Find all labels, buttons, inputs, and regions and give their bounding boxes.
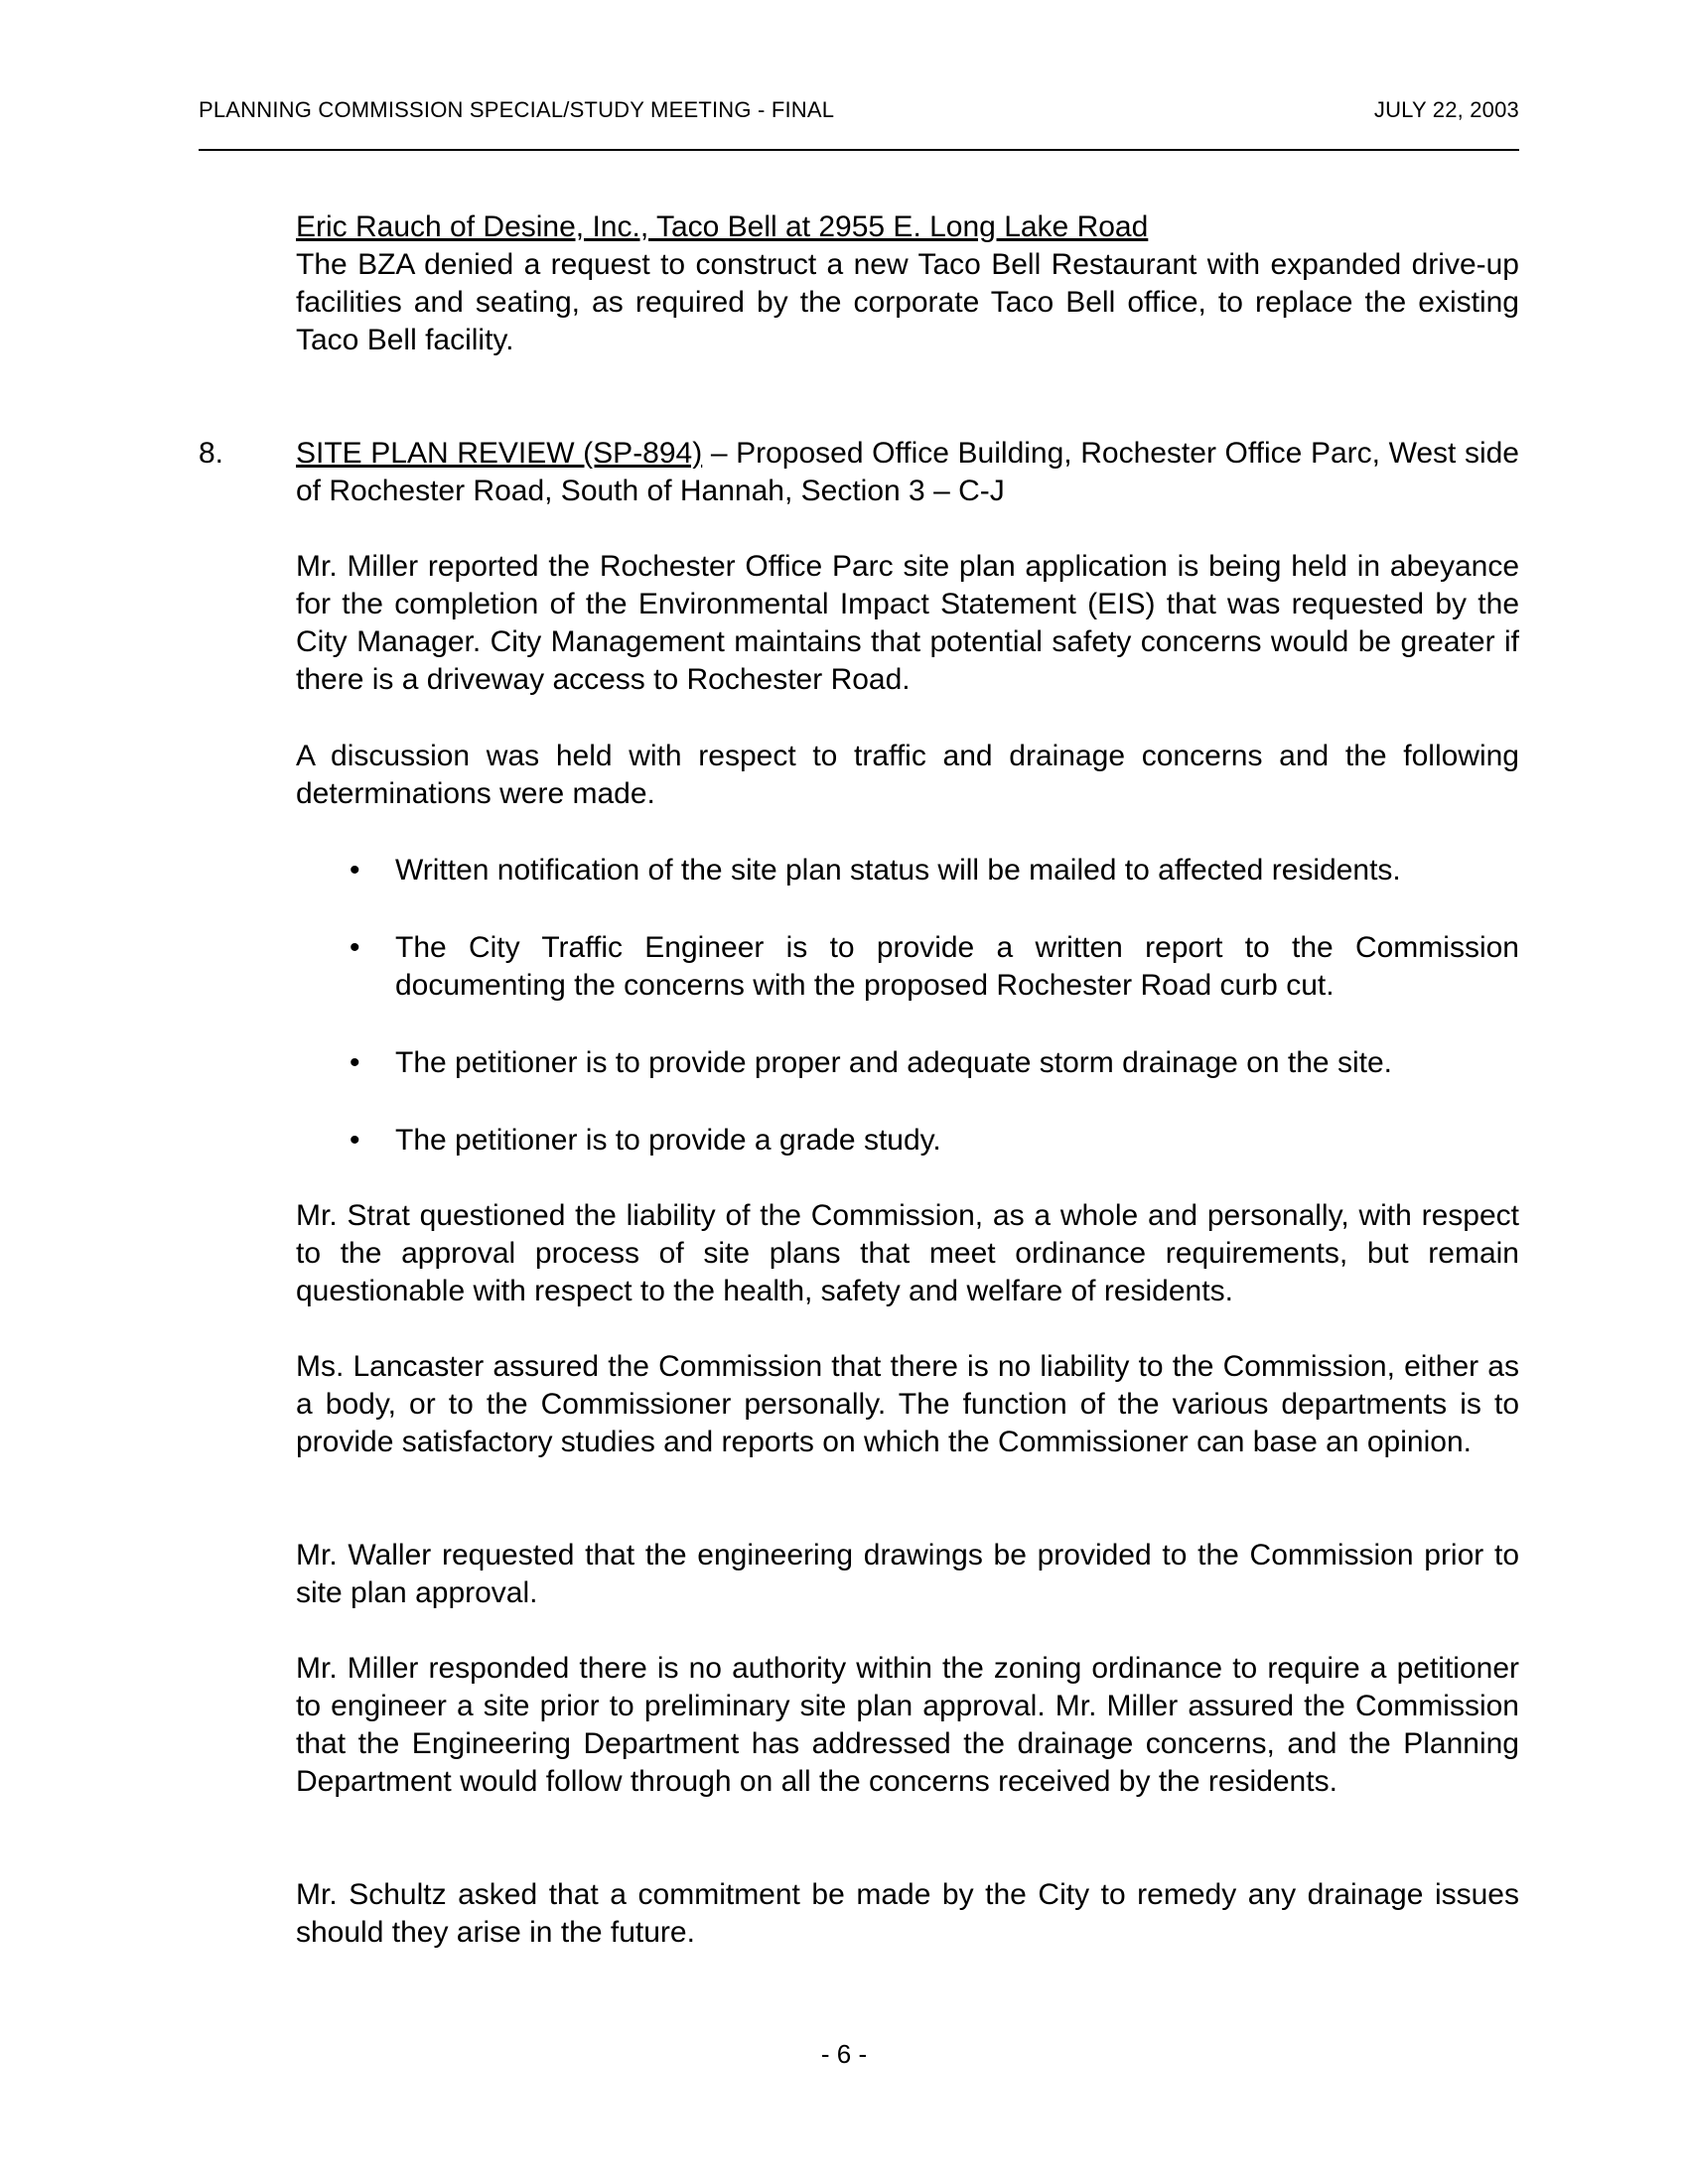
bza-item [296, 208, 1519, 359]
header-meeting-title: PLANNING COMMISSION SPECIAL/STUDY MEETING - FINAL [199, 97, 835, 122]
item-8-title-underlined: SITE PLAN REVIEW (SP-894) [296, 437, 703, 470]
page-header [199, 97, 1519, 127]
page-number: - 6 - [820, 2039, 868, 2069]
item-8-title-rest: – Proposed Office Building, Rochester Office Parc, West side of Rochester Road, South of Hannah, Section 3 – C-J [296, 437, 1519, 507]
paragraph-lancaster: Ms. Lancaster assured the Commission that there is no liability to the Commission, either as a body, or to the Commissioner personally. The function of the various departments is to provide satisfactory studies and reports on which the Commissioner can base an opinion. [296, 1350, 1519, 1458]
paragraph-miller-report: Mr. Miller reported the Rochester Office Parc site plan application is being held in abeyance for the completion of the Environmental Impact Statement (EIS) that was requested by the City Manager. City Management maintains that potential safety concerns would be greater if there is a driveway access to Rochester Road. [296, 550, 1519, 696]
paragraph-miller-response: Mr. Miller responded there is no authority within the zoning ordinance to require a petitioner to engineer a site prior to preliminary site plan approval. Mr. Miller assured the Commission that the Engineering Department has addressed the drainage concerns, and the Planning Department would follow through on all the concerns received by the residents. [296, 1652, 1519, 1798]
bullet-icon: • [350, 1046, 360, 1079]
paragraph-waller: Mr. Waller requested that the engineering drawings be provided to the Commission prior to site plan approval. [296, 1539, 1519, 1609]
bullet-item-2: The City Traffic Engineer is to provide a written report to the Commission documenting the concerns with the proposed Rochester Road curb cut. [395, 931, 1519, 1002]
paragraph-strat: Mr. Strat questioned the liability of the Commission, as a whole and personally, with respect to the approval process of site plans that meet ordinance requirements, but remain questionable with respect to the health, safety and welfare of residents. [296, 1199, 1519, 1307]
paragraph-discussion: A discussion was held with respect to traffic and drainage concerns and the following determinations were made. [296, 740, 1519, 810]
bullet-icon: • [350, 854, 360, 887]
paragraph-schultz: Mr. Schultz asked that a commitment be made by the City to remedy any drainage issues should they arise in the future. [296, 1878, 1519, 1949]
item-8-heading [296, 435, 1519, 510]
header-date: JULY 22, 2003 [1373, 97, 1519, 122]
bullet-icon: • [350, 1124, 360, 1157]
bullet-icon: • [350, 931, 360, 964]
bullet-item-3: The petitioner is to provide proper and adequate storm drainage on the site. [395, 1046, 1392, 1079]
item-number: 8. [199, 437, 224, 470]
bullet-item-4: The petitioner is to provide a grade study. [395, 1124, 941, 1157]
bza-item-body: The BZA denied a request to construct a new Taco Bell Restaurant with expanded drive-up facilities and seating, as required by the corporate Taco Bell office, to replace the existing Taco Bell facility. [296, 248, 1519, 356]
bullet-item-1: Written notification of the site plan status will be mailed to affected residents. [395, 854, 1401, 887]
header-divider [199, 149, 1519, 151]
bza-item-title: Eric Rauch of Desine, Inc., Taco Bell at 2955 E. Long Lake Road [296, 210, 1149, 243]
